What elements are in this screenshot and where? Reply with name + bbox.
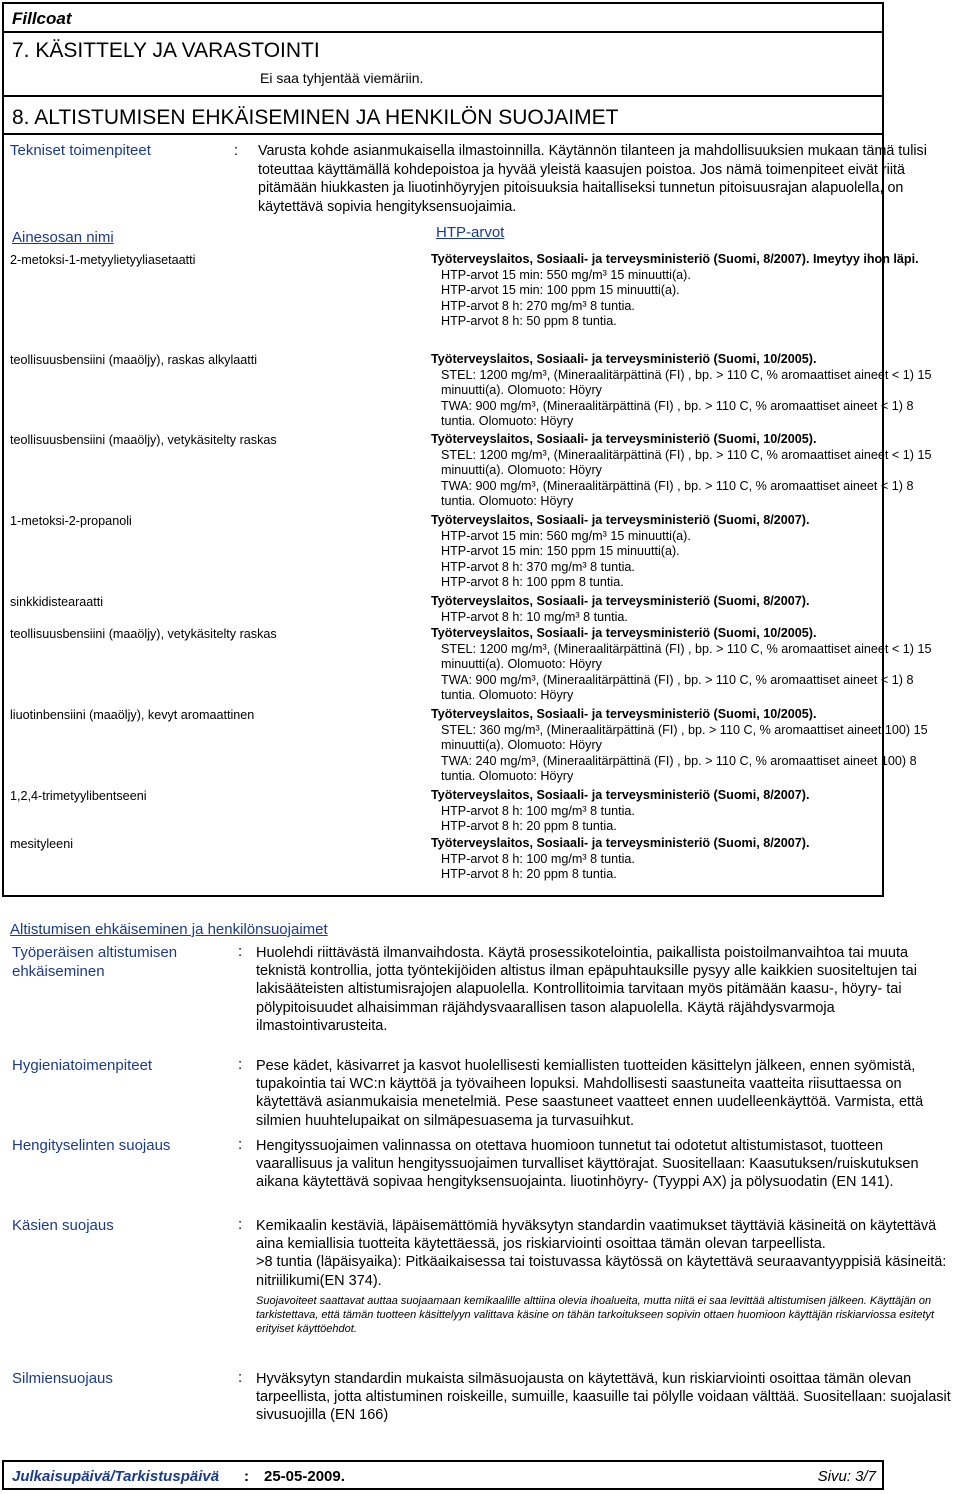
footer-date: 25-05-2009.: [264, 1468, 345, 1485]
protection-colon: :: [238, 1056, 243, 1073]
section-7-note: Ei saa tyhjentää viemäriin.: [260, 70, 424, 86]
ingredient-limits: [431, 707, 951, 785]
tech-measures-text: Varusta kohde asianmukaisella ilmastoinnilla. Käytännön tilanteen ja mahdollisuuksien mukaan tämä tulisi toteuttaa käyttämällä kohdepoistoa ja hyvää yleistä kaasujen poistoa. Jos nämä toimenpiteet eivät riitä pitämään hiukkasten ja liuotinhöyryjen pitoisuuksia haitalliseksi tunnetun pitoisuusrajan alapuolella, on käytettävä sopivia hengityksensuojaimia.: [258, 143, 927, 215]
protection-text: [256, 1137, 956, 1192]
limit-source: Työterveyslaitos, Sosiaali- ja terveysministeriö (Suomi, 10/2005).: [431, 707, 817, 721]
footer-date-label: Julkaisupäivä/Tarkistuspäivä: [12, 1468, 220, 1485]
protection-note: Suojavoiteet saattavat auttaa suojaamaan kemikaalille alttiina olevia ihoalueita, mutta niitä ei saa levittää altistumisen jälkeen. Käyttäjän on tarkistettava, että tämän tuotteen käsittelyyn valittava käsine on tähän tarkoitukseen sopivin ottaen huomioon käyttäjän riskiarviossa esitetyt erityiset käyttöehdot.: [256, 1294, 935, 1335]
limits-column-header: HTP-arvot: [436, 224, 505, 241]
protection-colon: :: [238, 943, 243, 960]
section-7-title: 7. KÄSITTELY JA VARASTOINTI: [12, 39, 320, 62]
limit-value: STEL: 1200 mg/m³, (Mineraalitärpättinä (FI) , bp. > 110 C, % aromaattiset aineet < 1) 15 minuutti(a). Olomuoto: Höyry: [441, 367, 932, 398]
ingredient-limits: [431, 836, 951, 883]
section-8-header: [4, 97, 882, 135]
protection-colon: :: [238, 1136, 243, 1153]
limit-value: HTP-arvot 8 h: 370 mg/m³ 8 tuntia.: [441, 559, 635, 574]
protection-colon: :: [238, 1369, 243, 1386]
ingredient-name: teollisuusbensiini (maaöljy), raskas alkylaatti: [10, 353, 258, 367]
protection-paragraph: Kemikaalin kestäviä, läpäisemättömiä hyväksytyn standardin vaatimukset täyttäviä käsineitä on käytettävä aina kemiallisia tuotteita käytettäessä, jos riskiarviointi osoittaa tämän olevan tarpeellista.: [256, 1218, 937, 1253]
ingredient-name: mesityleeni: [10, 837, 73, 851]
section-7: [2, 33, 884, 97]
limit-value: STEL: 1200 mg/m³, (Mineraalitärpättinä (FI) , bp. > 110 C, % aromaattiset aineet < 1) 15 minuutti(a). Olomuoto: Höyry: [441, 641, 932, 672]
protection-paragraph: Hengityssuojaimen valinnassa on otettava huomioon tunnetut tai odotetut altistumistasot, tuotteen vaarallisuus ja valitun hengityssuojaimen turvalliset käyttörajat. Suositellaan: Kaasutuksen/ruiskutuksen aikana käytettävä sopivaa hengityksensuojainta. liuotinhöyry- (Tyyppi AX) ja pölysuodatin (EN 141).: [256, 1138, 919, 1191]
limit-value: STEL: 360 mg/m³, (Mineraalitärpättinä (FI) , bp. > 110 C, % aromaattiset aineet 100) 15 minuutti(a). Olomuoto: Höyry: [441, 722, 928, 753]
protection-title: Altistumisen ehkäiseminen ja henkilönsuojaimet: [10, 921, 328, 938]
protection-paragraph: Hyväksytyn standardin mukaista silmäsuojausta on käytettävä, kun riskiarviointi osoittaa tämän olevan tarpeellista, jotta altistuminen roiskeille, sumuille, kaasuille tai pölylle voidaan välttää. Suositellaan: suojalasit sivusuojilla (EN 166): [256, 1371, 951, 1424]
tech-measures-label: Tekniset toimenpiteet: [10, 142, 151, 159]
protection-text: [256, 1370, 956, 1425]
limit-source: Työterveyslaitos, Sosiaali- ja terveysministeriö (Suomi, 10/2005).: [431, 432, 817, 446]
footer-colon: :: [244, 1468, 249, 1485]
limit-value: HTP-arvot 15 min: 560 mg/m³ 15 minuutti(a).: [441, 528, 691, 543]
protection-text: [256, 1217, 956, 1336]
ingredient-name: sinkkidistearaatti: [10, 595, 104, 609]
limit-value: TWA: 240 mg/m³, (Mineraalitärpättinä (FI) , bp. > 110 C, % aromaattiset aineet 100) 8 tuntia. Olomuoto: Höyry: [441, 753, 917, 784]
section-8-title: 8. ALTISTUMISEN EHKÄISEMINEN JA HENKILÖN SUOJAIMET: [12, 106, 619, 129]
tech-measures-colon: :: [234, 142, 239, 159]
protection-paragraph: Huolehdi riittävästä ilmanvaihdosta. Käytä prosessikotelointia, paikallista poistoilmanvaihtoa tai muuta teknistä kontrollia, jotta työntekijöiden altistus ilman epäpuhtauksille pysyy alle kaikkien suositeltujen tai lakisääteisten altistumisrajojen alapuolella. Kontrollitoimia tarvitaan myös pitämään kaasu-, höyry- tai pölypitoisuudet alhaisimman räjähdysvaarallisen tason alapuolella. Käytä räjähdysvarmoja ilmastointivarusteita.: [256, 945, 917, 1034]
limit-source: Työterveyslaitos, Sosiaali- ja terveysministeriö (Suomi, 8/2007).: [431, 594, 810, 608]
limit-source: Työterveyslaitos, Sosiaali- ja terveysministeriö (Suomi, 8/2007).: [431, 788, 810, 802]
product-name: Fillcoat: [12, 9, 72, 28]
ingredient-name: liuotinbensiini (maaöljy), kevyt aromaattinen: [10, 708, 255, 722]
limit-value: HTP-arvot 8 h: 100 mg/m³ 8 tuntia.: [441, 803, 635, 818]
protection-paragraph: >8 tuntia (läpäisyaika): Pitkäaikaisessa tai toistuvassa käytössä on käytettävä seuraavantyyppisiä käsineitä: nitriilikumi(EN 374).: [256, 1254, 947, 1289]
page-number: Sivu: 3/7: [817, 1468, 876, 1485]
limit-value: HTP-arvot 8 h: 100 mg/m³ 8 tuntia.: [441, 851, 635, 866]
document-footer: [2, 1460, 884, 1490]
ingredient-limits: [431, 594, 951, 625]
limit-value: TWA: 900 mg/m³, (Mineraalitärpättinä (FI) , bp. > 110 C, % aromaattiset aineet < 1) 8 tuntia. Olomuoto: Höyry: [441, 478, 914, 509]
ingredient-column-header: Ainesosan nimi: [12, 229, 114, 246]
protection-label: Käsien suojaus: [12, 1217, 114, 1234]
limit-value: HTP-arvot 8 h: 10 mg/m³ 8 tuntia.: [441, 609, 628, 624]
limit-value: HTP-arvot 8 h: 20 ppm 8 tuntia.: [441, 867, 617, 882]
limit-value: STEL: 1200 mg/m³, (Mineraalitärpättinä (FI) , bp. > 110 C, % aromaattiset aineet < 1) 15 minuutti(a). Olomuoto: Höyry: [441, 447, 932, 478]
protection-label: Silmiensuojaus: [12, 1370, 113, 1387]
limit-value: HTP-arvot 15 min: 150 ppm 15 minuutti(a).: [441, 544, 680, 559]
protection-label: Työperäisen altistumisen ehkäiseminen: [12, 944, 178, 980]
protection-text: [256, 1057, 956, 1130]
ingredient-limits: [431, 352, 951, 430]
limit-value: HTP-arvot 8 h: 20 ppm 8 tuntia.: [441, 819, 617, 834]
ingredient-name: teollisuusbensiini (maaöljy), vetykäsitelty raskas: [10, 433, 277, 447]
ingredient-name: 1,2,4-trimetyylibentseeni: [10, 789, 147, 803]
limit-value: HTP-arvot 8 h: 50 ppm 8 tuntia.: [441, 314, 617, 329]
ingredient-limits: [431, 432, 951, 510]
limit-source: Työterveyslaitos, Sosiaali- ja terveysministeriö (Suomi, 8/2007). Imeytyy ihon läpi.: [431, 252, 919, 266]
protection-text: [256, 944, 956, 1035]
ingredient-limits: [431, 252, 951, 330]
limit-value: HTP-arvot 8 h: 100 ppm 8 tuntia.: [441, 575, 624, 590]
ingredient-limits: [431, 626, 951, 704]
limit-source: Työterveyslaitos, Sosiaali- ja terveysministeriö (Suomi, 8/2007).: [431, 513, 810, 527]
limit-value: HTP-arvot 8 h: 270 mg/m³ 8 tuntia.: [441, 298, 635, 313]
limit-value: HTP-arvot 15 min: 100 ppm 15 minuutti(a).: [441, 283, 680, 298]
protection-paragraph: Pese kädet, käsivarret ja kasvot huolellisesti kemiallisten tuotteiden käsittelyn jälkeen, ennen syömistä, tupakointia tai WC:n käyttöä ja työvaiheen lopuksi. Mahdollisesti saastuneita vaatteita riisuttaessa on käytettävä asianmukaisia menetelmiä. Pese saastuneet vaatteet ennen uudelleenkäyttöä. Varmista, että silmien huuhtelupaikat on silmäpesuasema ja turvasuihkut.: [256, 1058, 924, 1129]
document-header: [2, 2, 884, 33]
protection-label: Hygieniatoimenpiteet: [12, 1057, 153, 1074]
limit-source: Työterveyslaitos, Sosiaali- ja terveysministeriö (Suomi, 8/2007).: [431, 836, 810, 850]
ingredient-limits: [431, 513, 951, 591]
limit-value: HTP-arvot 15 min: 550 mg/m³ 15 minuutti(a).: [441, 267, 691, 282]
ingredient-limits: [431, 788, 951, 835]
ingredient-name: 1-metoksi-2-propanoli: [10, 514, 132, 528]
limit-value: TWA: 900 mg/m³, (Mineraalitärpättinä (FI) , bp. > 110 C, % aromaattiset aineet < 1) 8 tuntia. Olomuoto: Höyry: [441, 398, 914, 429]
limit-source: Työterveyslaitos, Sosiaali- ja terveysministeriö (Suomi, 10/2005).: [431, 352, 817, 366]
protection-colon: :: [238, 1216, 243, 1233]
ingredient-name: teollisuusbensiini (maaöljy), vetykäsitelty raskas: [10, 627, 277, 641]
limit-value: TWA: 900 mg/m³, (Mineraalitärpättinä (FI) , bp. > 110 C, % aromaattiset aineet < 1) 8 tuntia. Olomuoto: Höyry: [441, 672, 914, 703]
limit-source: Työterveyslaitos, Sosiaali- ja terveysministeriö (Suomi, 10/2005).: [431, 626, 817, 640]
protection-label: Hengityselinten suojaus: [12, 1137, 171, 1154]
ingredient-name: 2-metoksi-1-metyylietyyliasetaatti: [10, 253, 196, 267]
